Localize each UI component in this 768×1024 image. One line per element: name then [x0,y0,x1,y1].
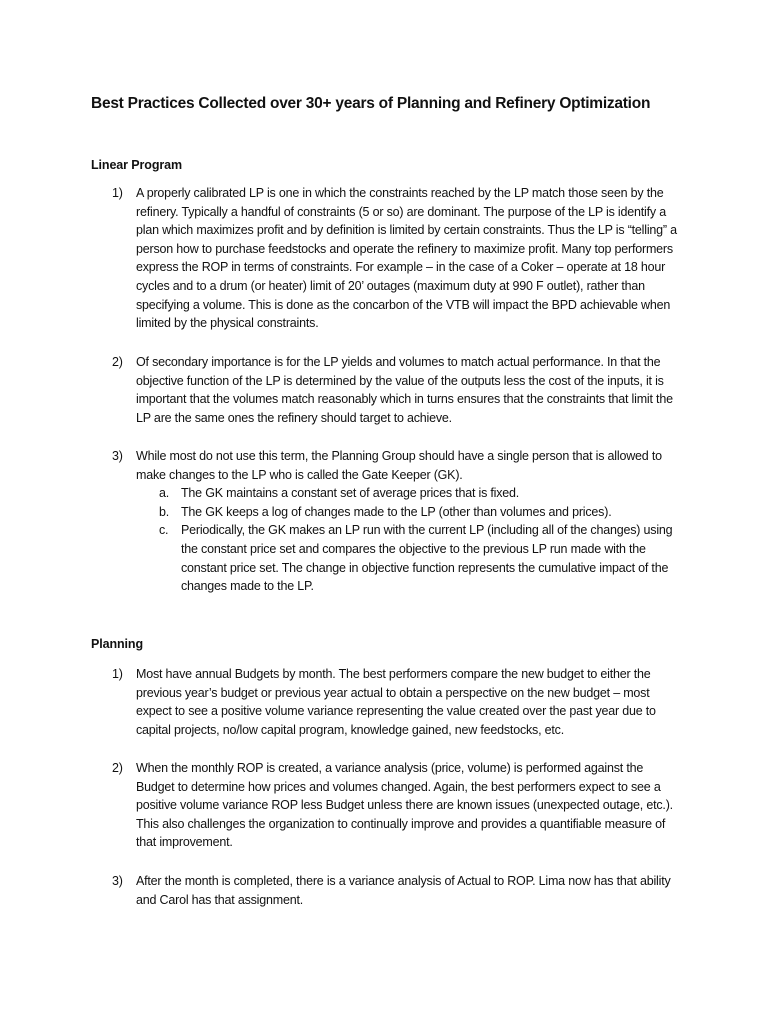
sub-item-text: The GK maintains a constant set of average prices that is fixed. [181,486,520,501]
list-item [112,665,682,739]
sub-item-letter: b. [159,504,170,519]
list-item [112,759,682,852]
sub-item-text: Periodically, the GK makes an LP run with the current LP (including all of the changes) using the constant price set and compares the objective to the previous LP run made with the constant price set. The change in objective function represents the cumulative impact of the changes made to the LP. [181,523,673,594]
section-heading-linear-program: Linear Program [91,158,182,172]
item-number: 2) [112,355,123,369]
sub-item-letter: c. [159,523,169,538]
item-text: Of secondary importance is for the LP yields and volumes to match actual performance. In that the objective function of the LP is determined by the value of the outputs less the cost of the inputs, it is important that the volumes match reasonably which in turns ensures that the constraints that limit the LP are the same ones the refinery should target to achieve. [136,355,673,425]
item-text: When the monthly ROP is created, a variance analysis (price, volume) is performed against the Budget to determine how prices and volumes changed. Again, the best performers expect to see a positive volume variance ROP less Budget unless there are known issues (unexpected outage, etc.). This also challenges the organization to continually improve and provides a quantifiable measure of that improvement. [136,761,673,850]
sub-item-text: The GK keeps a log of changes made to the LP (other than volumes and prices). [181,504,612,519]
sub-list-item [159,503,682,522]
item-text: A properly calibrated LP is one in which the constraints reached by the LP match those seen by the refinery. Typically a handful of constraints (5 or so) are dominant. The purpose of the LP is identify a plan which maximizes profit and by definition is limited by certain constraints. Thus the LP is “telling” a person how to purchase feedstocks and operate the refinery to maximize profit. Many top performers express the ROP in terms of constraints. For example – in the case of a Coker – operate at 18 hour cycles and to a drum (or heater) limit of 20’ outages (maximum duty at 990 F outlet), rather than specifying a volume. This is done as the concarbon of the VTB will impact the BPD achievable when limited by the physical constraints. [136,186,677,331]
item-text: Most have annual Budgets by month. The best performers compare the new budget to either the previous year’s budget or previous year actual to obtain a perspective on the new budget – most expect to see a positive volume variance representing the value created over the past year due to capital projects, no/low capital program, knowledge gained, new feedstocks, etc. [136,667,656,737]
sub-item-letter: a. [159,486,170,501]
sub-list-item [159,484,682,503]
item-number: 1) [112,667,123,681]
list-item [112,872,682,909]
list-item [112,447,682,596]
item-number: 3) [112,449,123,463]
item-text: After the month is completed, there is a variance analysis of Actual to ROP. Lima now has that ability and Carol has that assignment. [136,874,671,907]
document-title: Best Practices Collected over 30+ years of Planning and Refinery Optimization [91,95,651,112]
item-number: 1) [112,186,123,200]
sub-list-item [159,521,682,595]
list-item [112,353,682,427]
list-item [112,184,682,333]
item-number: 2) [112,761,123,775]
item-text: While most do not use this term, the Planning Group should have a single person that is allowed to make changes to the LP who is called the Gate Keeper (GK). [136,449,662,482]
section-heading-planning: Planning [91,637,143,651]
item-number: 3) [112,874,123,888]
